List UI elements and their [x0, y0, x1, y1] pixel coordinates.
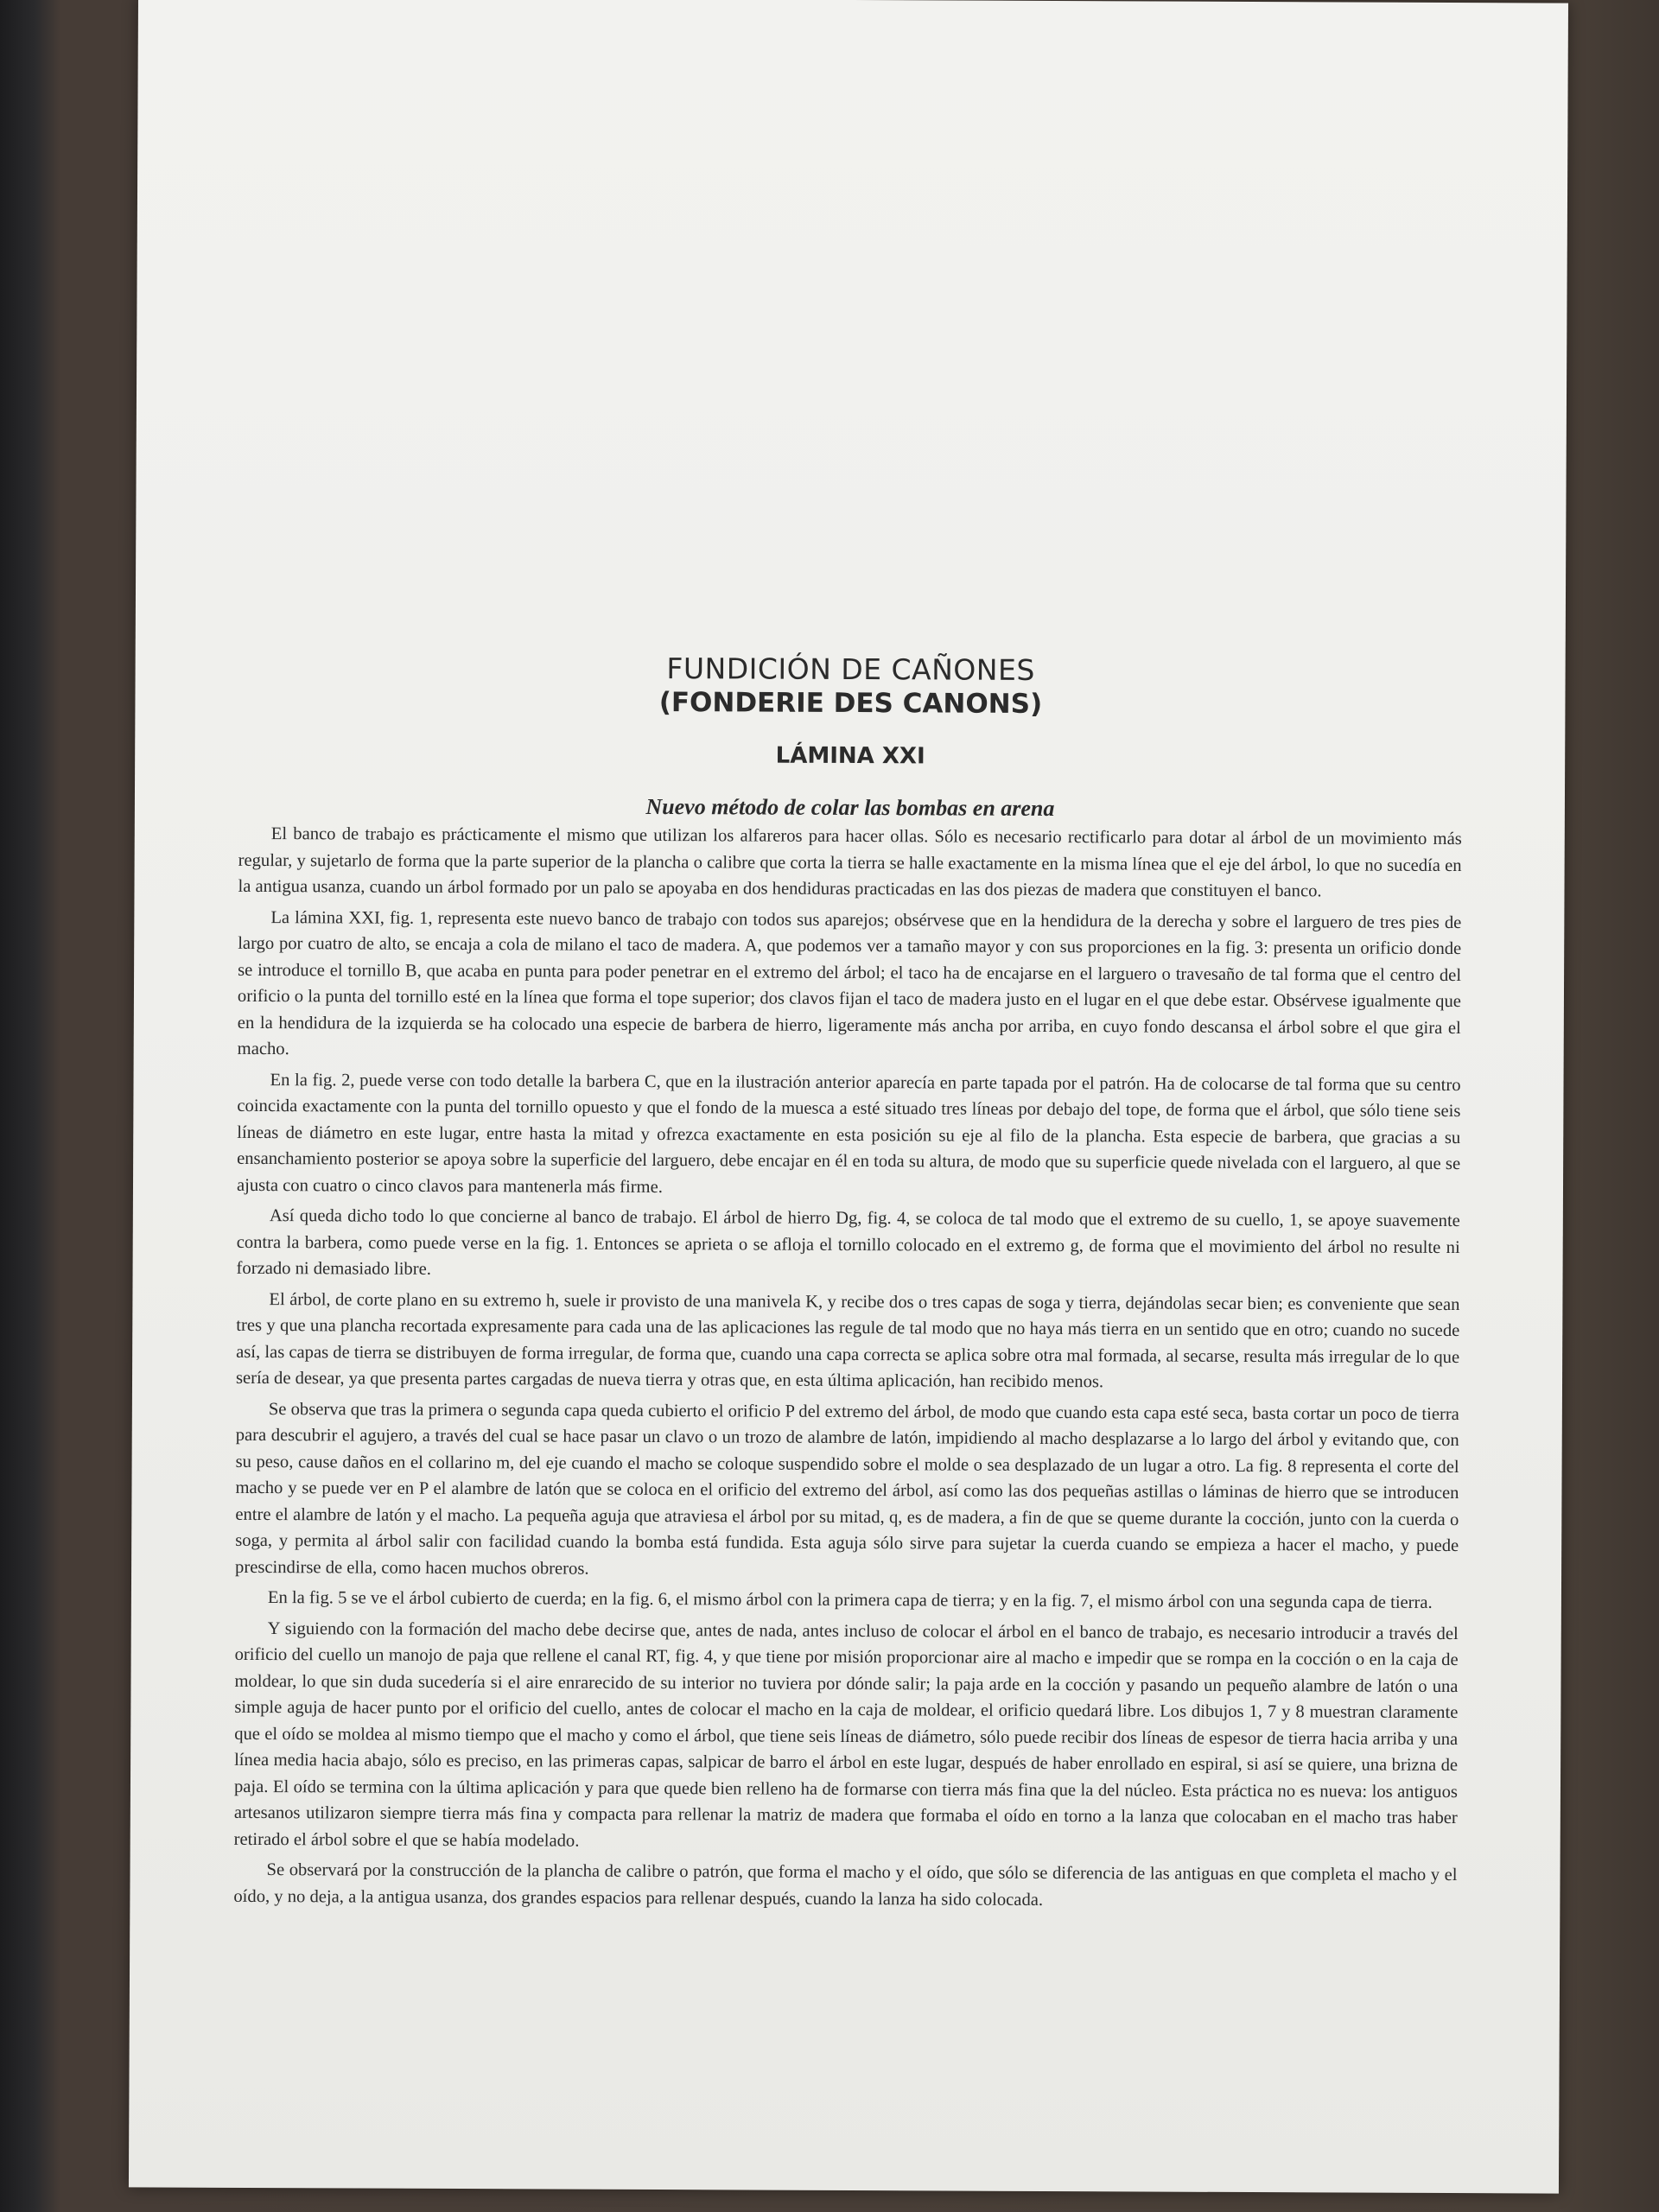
document-title: FUNDICIÓN DE CAÑONES — [666, 652, 1035, 687]
paragraph-1: El banco de trabajo es prácticamente el mismo que utilizan los alfareros para hacer ollas. Sólo es necesario rectificarlo para dotar al árbol de un movimiento más regular, y sujetarlo de forma que la parte superior de la plancha o calibre que corta la tierra se halle exactamente en la misma línea que el eje del árbol, lo que no sucedía en la antigua usanza, cuando un árbol formado por un palo se apoyaba en dos hendiduras practicadas en las dos piezas de madera que constituyen el banco. — [238, 824, 1462, 901]
plate-heading: LÁMINA XXI — [775, 742, 925, 770]
document-body — [233, 650, 1462, 1919]
paragraph-7: En la fig. 5 se ve el árbol cubierto de cuerda; en la fig. 6, el mismo árbol con la primera capa de tierra; y en la fig. 7, el mismo árbol con una segunda capa de tierra. — [267, 1588, 1433, 1612]
document-subtitle: (FONDERIE DES CANONS) — [658, 687, 1043, 720]
section-title: Nuevo método de colar las bombas en arena — [645, 793, 1055, 822]
paragraph-5: El árbol, de corte plano en su extremo h, suele ir provisto de una manivela K, y recibe dos o tres capas de soga y tierra, dejándolas secar bien; es conveniente que sean tres y que una plancha recortada expresamente para cada una de las aplicaciones las regule de tal modo que no haya más tierra en un sentido que en otro; cuando no sucede así, las capas de tierra se distribuyen de forma irregular, de forma que, cuando una capa correcta se aplica sobre otra mal formada, al secarse, resulta más irregular de lo que sería de desear, ya que presenta partes cargadas de nueva tierra y otras que, en esta última aplicación, han recibido menos. — [235, 1289, 1460, 1392]
paragraph-6: Se observa que tras la primera o segunda capa queda cubierto el orificio P del extremo del árbol, de modo que cuando esta capa esté seca, basta cortar un poco de tierra para descubrir el agujero, a través del cual se hace pasar un clavo o un trozo de alambre de latón, impidiendo al macho desplazarse a lo largo del árbol y evitando que, con su peso, cause daños en el collarino m, del eje cuando el macho se coloque suspendido sobre el molde o sea desplazado de un lugar a otro. La fig. 8 representa el corte del macho y se puede ver en P el alambre de latón que se coloca en el orificio del extremo del árbol, así como las dos pequeñas astillas o láminas de hierro que se introducen entre el alambre de latón y el macho. La pequeña aguja que atraviesa el árbol por su mitad, q, es de madera, a fin de que se queme durante la cocción, junto con la cuerda o soga, y permita al árbol salir con facilidad cuando la bomba está fundida. Esta aguja sólo sirve para sujetar la cuerda cuando se empieza a hacer el macho, y puede prescindirse de ella, como hacen muchos obreros. — [235, 1399, 1459, 1579]
paragraph-3: En la fig. 2, puede verse con todo detalle la barbera C, que en la ilustración anterior aparecía en parte tapada por el patrón. Ha de colocarse de tal forma que su centro coincida exactamente con la punta del tornillo opuesto y que el fondo de la muesca a esté situado tres líneas por debajo del tope, de forma que el árbol, que sólo tiene seis líneas de diámetro en este lugar, entre hasta la mitad y ofrezca exactamente en esta posición su eje al filo de la plancha. Esta especie de barbera, que gracias a su ensanchamiento posterior se apoya sobre la superficie del larguero, debe encajar en él en toda su altura, de modo que su superficie quede nivelada con el larguero, al que se ajusta con cuatro o cinco clavos para mantenerla más firme. — [236, 1070, 1461, 1197]
paragraph-8: Y siguiendo con la formación del macho debe decirse que, antes de nada, antes incluso de colocar el árbol en el banco de trabajo, es necesario introducir a través del orificio del cuello un manojo de paja que rellene el canal RT, fig. 4, y que tiene por misión proporcionar aire al macho e impedir que se rompa en la cocción o en la caja de moldear, lo que sin duda sucedería si el aire enrarecido de su interior no tuviera por dónde salir; la paja arde en la cocción y pasando un pequeño alambre de latón o una simple aguja de hacer punto por el orificio del cuello, antes de colocar el macho en la caja de moldear, el orificio quedará libre. Los dibujos 1, 7 y 8 muestran claramente que el oído se moldea al mismo tiempo que el macho y como el árbol, que tiene seis líneas de diámetro, sólo puede recibir dos líneas de espesor de tierra hacia arriba y una línea media hacia abajo, sólo es preciso, en las primeras capas, salpicar de barro el árbol en este lugar, después de haber enrollado en espiral, si así se quiere, una brizna de paja. El oído se termina con la última aplicación y para que quede bien relleno ha de formarse con tierra más fina que la del núcleo. Esta práctica no es nueva: los antiguos artesanos utilizaron siempre tierra más fina y compacta para rellenar la matriz de madera que formaba el oído en torno a la lanza que colocaban en el macho tras haber retirado el árbol sobre el que se había modelado. — [233, 1618, 1459, 1851]
paragraph-2: La lámina XXI, fig. 1, representa este nuevo banco de trabajo con todos sus aparejos; obsérvese que en la hendidura de la derecha y sobre el larguero de tres pies de largo por cuatro de alto, se encaja a cola de milano el taco de madera. A, que podemos ver a tamaño mayor y con sus proporciones en la fig. 3: presenta un orificio donde se introduce el tornillo B, que acaba en punta para poder penetrar en el extremo del árbol; el taco ha de encajarse en el larguero o travesaño de tal forma que el centro del orificio o la punta del tornillo esté en la línea que forma el tope superior; dos clavos fijan el taco de madera justo en el lugar en el que debe estar. Obsérvese igualmente que en la hendidura de la izquierda se ha colocado una especie de barbera de hierro, ligeramente más ancha por arriba, en cuyo fondo descansa el árbol sobre el que gira el macho. — [237, 907, 1462, 1059]
document-page — [129, 0, 1568, 2194]
paragraph-4: Así queda dicho todo lo que concierne al banco de trabajo. El árbol de hierro Dg, fig. 4, se coloca de tal modo que el extremo de su cuello, 1, se apoye suavemente contra la barbera, como puede verse en la fig. 1. Entonces se aprieta o se afloja el tornillo colocado en el extremo g, de forma que el movimiento del árbol no resulte ni forzado ni demasiado libre. — [236, 1206, 1460, 1279]
paragraph-9: Se observará por la construcción de la plancha de calibre o patrón, que forma el macho y el oído, que sólo se diferencia de las antiguas en que completa el macho y el oído, y no deja, a la antigua usanza, dos grandes espacios para rellenar después, cuando la lanza ha sido colocada. — [233, 1860, 1458, 1910]
